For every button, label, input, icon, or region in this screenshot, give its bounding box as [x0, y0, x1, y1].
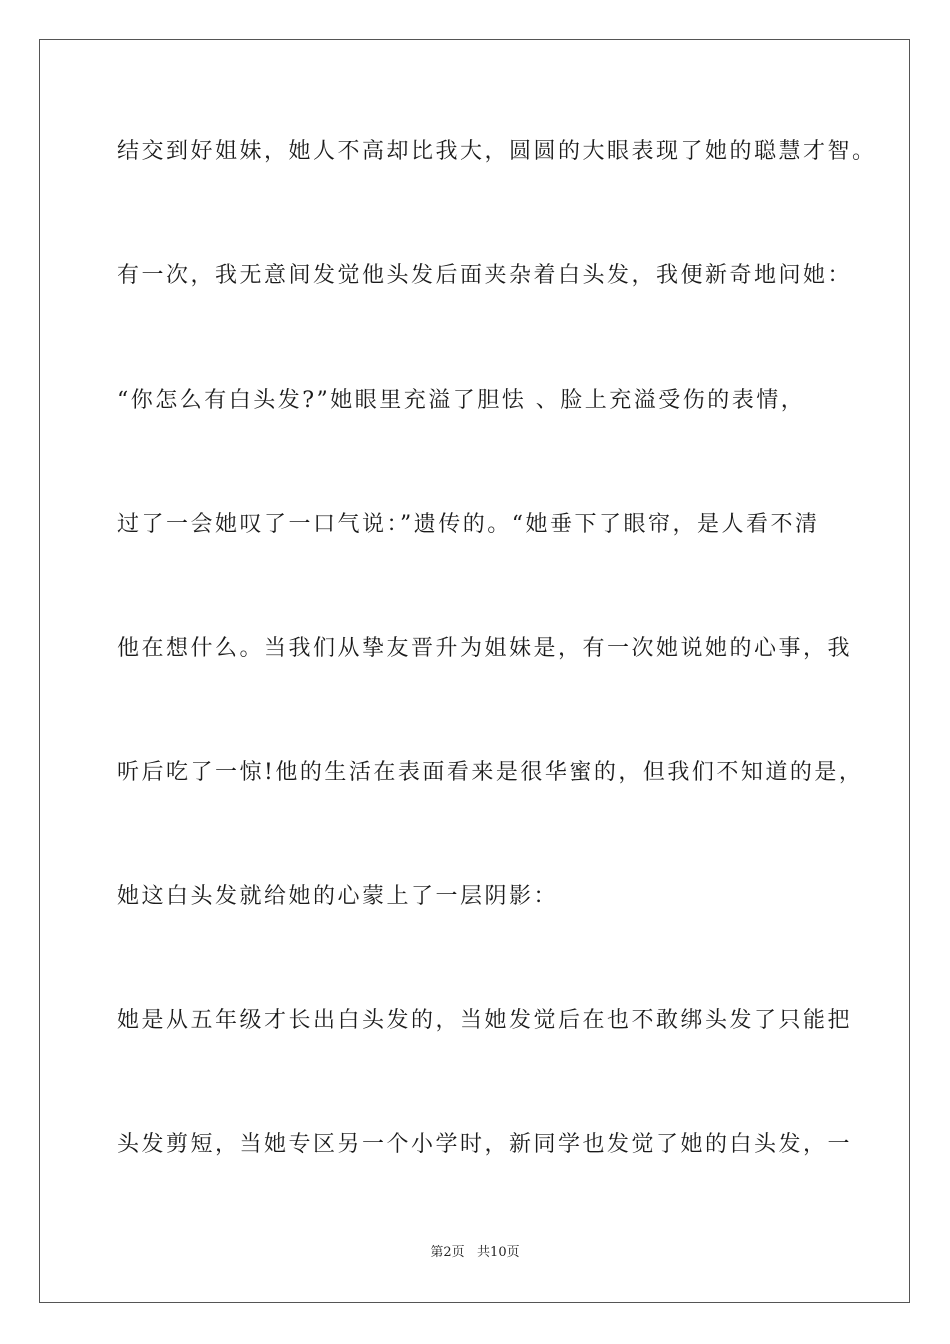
text-line: 他在想什么。当我们从挚友晋升为姐妹是，有一次她说她的心事，我: [117, 636, 853, 661]
text-line: 她是从五年级才长出白头发的，当她发觉后在也不敢绑头发了只能把: [117, 1008, 853, 1033]
text-line: 她这白头发就给她的心蒙上了一层阴影：: [117, 884, 559, 909]
text-line: 结交到好姐妹，她人不高却比我大，圆圆的大眼表现了她的聪慧才智。: [117, 139, 877, 164]
text-line: 过了一会她叹了一口气说：”遗传的。“她垂下了眼帘，是人看不清: [117, 512, 820, 537]
text-line: “你怎么有白头发?”她眼里充溢了胆怯 、脸上充溢受伤的表情，: [117, 388, 806, 413]
page-number: 第2页 共10页: [430, 1245, 520, 1260]
text-line: 听后吃了一惊!他的生活在表面看来是很华蜜的，但我们不知道的是，: [117, 760, 864, 785]
page-frame: [39, 39, 910, 1303]
text-line: 头发剪短，当她专区另一个小学时，新同学也发觉了她的白头发，一: [117, 1132, 853, 1157]
text-line: 有一次，我无意间发觉他头发后面夹杂着白头发，我便新奇地问她：: [117, 263, 853, 288]
